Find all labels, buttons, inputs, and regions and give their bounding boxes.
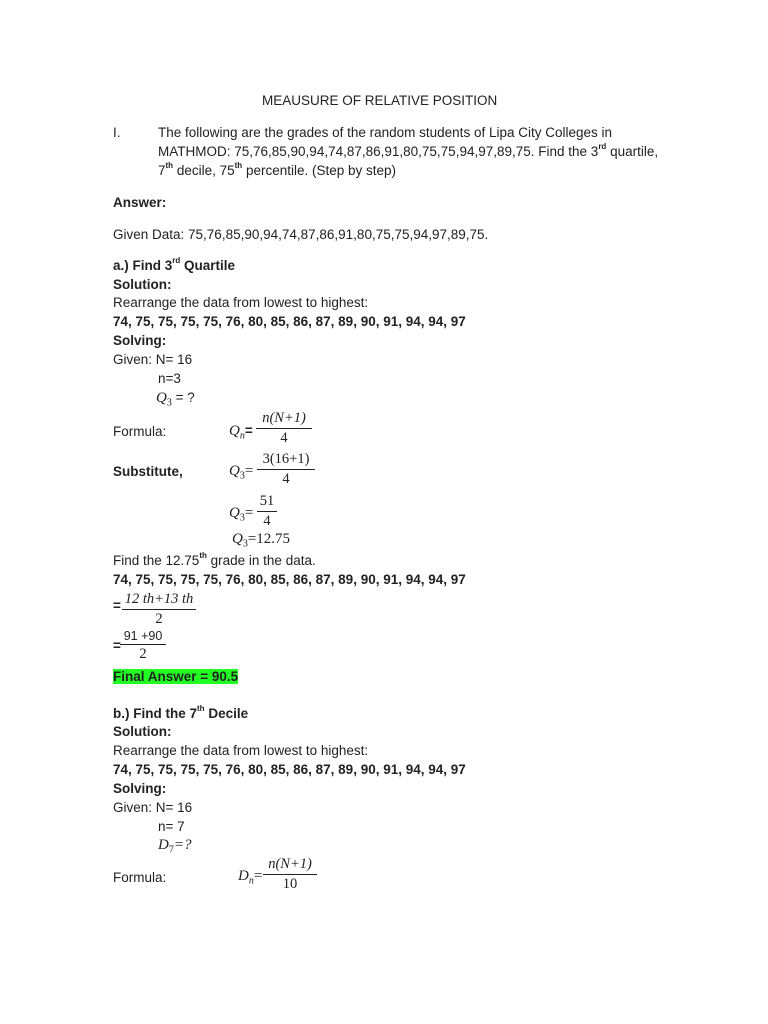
answer-label: Answer: [113, 195, 167, 210]
part-b-n-value: n= 7 [158, 819, 185, 834]
part-a-solving-label: Solving: [113, 333, 167, 348]
part-a-eq2-sign: = [113, 638, 121, 653]
part-b-rearrange: Rearrange the data from lowest to highest: [113, 743, 369, 758]
part-a-heading: a.) Find 3rd Quartile [113, 256, 236, 273]
part-a-sub2-fraction: 51 4 [257, 493, 277, 530]
part-a-result: $Q_3=12.75$ [232, 531, 291, 550]
part-a-eq2-fraction: 91 +90 2 [120, 629, 166, 663]
part-a-eq1-fraction: 12 th+13 th 2 [122, 591, 196, 628]
part-a-formula-fraction: n(N+1) 4 [256, 410, 312, 447]
part-b-solution-label: Solution: [113, 724, 172, 739]
given-data: Given Data: 75,76,85,90,94,74,87,86,91,80,75,75,94,97,89,75. [113, 227, 489, 242]
problem-number: I. [113, 125, 121, 140]
part-a-sub-fraction: 3(16+1) 4 [257, 451, 315, 488]
part-a-n-value: n=3 [158, 371, 181, 386]
part-a-formula-lhs: $Q_n=$ [229, 423, 253, 442]
part-a-given-n: Given: N= 16 [113, 352, 193, 367]
part-b-given-n: Given: N= 16 [113, 800, 193, 815]
part-a-eq1-sign: = [113, 598, 121, 613]
part-a-sub-lhs: $Q_3=$ [229, 463, 254, 482]
part-b-formula-lhs: $D_n=$ [238, 868, 263, 887]
part-a-sorted-data-2: 74, 75, 75, 75, 75, 76, 80, 85, 86, 87, 89, 90, 91, 94, 94, 97 [113, 572, 466, 587]
problem-line-1: The following are the grades of the random students of Lipa City Colleges in [158, 125, 613, 140]
part-b-d7-unknown: $D_7=$? [158, 837, 192, 856]
problem-line-3: 7th decile, 75th percentile. (Step by step) [158, 161, 397, 178]
part-b-solving-label: Solving: [113, 781, 167, 796]
part-b-sorted-data: 74, 75, 75, 75, 75, 76, 80, 85, 86, 87, 89, 90, 91, 94, 94, 97 [113, 762, 466, 777]
part-b-formula-fraction: n(N+1) 10 [263, 856, 317, 893]
part-b-heading: b.) Find the 7th Decile [113, 704, 249, 721]
part-a-rearrange: Rearrange the data from lowest to highest: [113, 295, 369, 310]
part-a-sorted-data: 74, 75, 75, 75, 75, 76, 80, 85, 86, 87, 89, 90, 91, 94, 94, 97 [113, 314, 466, 329]
part-a-final-answer: Final Answer = 90.5 [113, 669, 239, 684]
page-title: MEAUSURE OF RELATIVE POSITION [262, 93, 498, 108]
part-a-substitute-label: Substitute, [113, 464, 183, 479]
part-a-sub2-lhs: $Q_3=$ [229, 505, 254, 524]
part-a-formula-label: Formula: [113, 424, 167, 439]
problem-line-2: MATHMOD: 75,76,85,90,94,74,87,86,91,80,75,75,94,97,89,75. Find the 3rd quartile, [158, 142, 659, 159]
part-b-formula-label: Formula: [113, 870, 167, 885]
part-a-find-text: Find the 12.75th grade in the data. [113, 551, 316, 568]
part-a-solution-label: Solution: [113, 277, 172, 292]
part-a-q3-unknown: $Q_3$ = ? [156, 390, 195, 409]
